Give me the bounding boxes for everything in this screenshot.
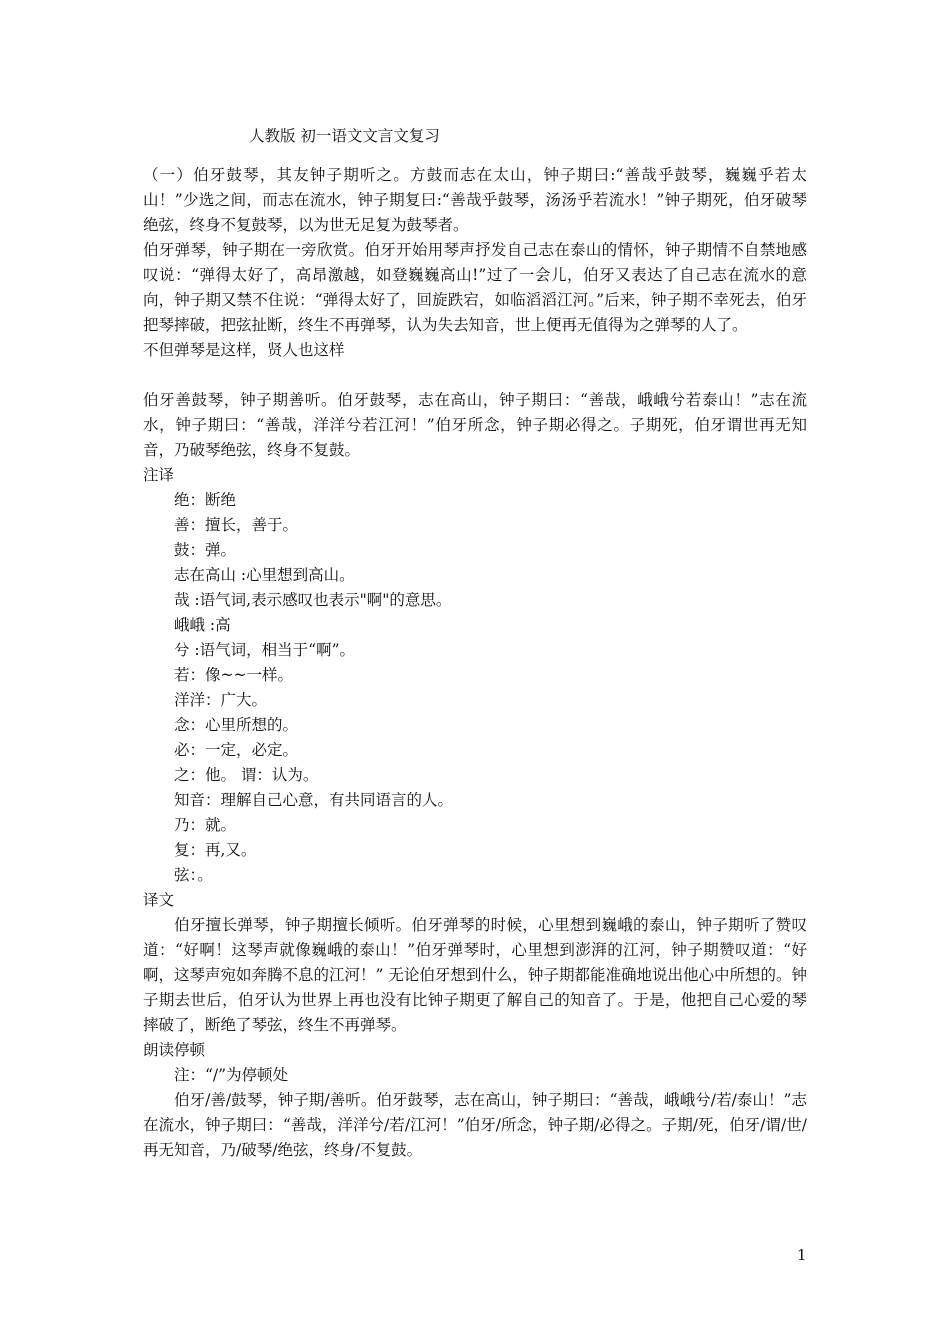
note-item: 兮 :语气词，相当于“啊”。 <box>174 641 355 659</box>
translation-heading: 译文 <box>143 891 175 909</box>
note-item: 善：擅长，善于。 <box>174 516 299 534</box>
note-item: 鼓：弹。 <box>174 541 237 559</box>
section1-remark: 不但弹琴是这样，贤人也这样 <box>143 341 345 359</box>
note-item: 乃：就。 <box>174 816 237 834</box>
note-item: 志在高山 :心里想到高山。 <box>174 566 355 584</box>
note-item: 弦：。 <box>174 866 213 884</box>
section2-original-text: 伯牙善鼓琴，钟子期善听。伯牙鼓琴，志在高山，钟子期曰：“善哉，峨峨兮若泰山！”志在流水，钟子期曰：“善哉，洋洋兮若江河！”伯牙所念，钟子期必得之。子期死，伯牙谓世再无知音，乃破琴绝弦，终身不复鼓。 <box>143 391 807 459</box>
document-body <box>143 124 807 1163</box>
note-item: 复：再,又。 <box>174 841 257 859</box>
note-item: 哉 :语气词,表示感叹也表示"啊"的意思。 <box>174 591 452 609</box>
note-item: 念：心里所想的。 <box>174 716 299 734</box>
note-item: 峨峨 :高 <box>174 616 231 634</box>
notes-heading: 注译 <box>143 466 175 484</box>
page-number: 1 <box>797 1246 807 1264</box>
note-item: 之：他。 谓：认为。 <box>174 766 319 784</box>
section1-original-text: （一）伯牙鼓琴，其友钟子期听之。方鼓而志在太山，钟子期曰:“善哉乎鼓琴，巍巍乎若太山！”少选之间，而志在流水，钟子期复曰:“善哉乎鼓琴，汤汤乎若流水！”钟子期死，伯牙破琴绝弦，终身不复鼓琴，以为世无足复为鼓琴者。 <box>143 166 807 234</box>
translation-text: 伯牙擅长弹琴，钟子期擅长倾听。伯牙弹琴的时候，心里想到巍峨的泰山，钟子期听了赞叹道：“好啊！这琴声就像巍峨的泰山！”伯牙弹琴时，心里想到澎湃的江河，钟子期赞叹道：“好啊，这琴声宛如奔腾不息的江河！” 无论伯牙想到什么，钟子期都能准确地说出他心中所想的。钟子期去世后，伯牙认为世界上再也没有比钟子期更了解自己的知音了。于是，他把自己心爱的琴摔破了，断绝了琴弦，终生不再弹琴。 <box>143 916 807 1034</box>
reading-note: 注：“/”为停顿处 <box>174 1066 289 1084</box>
blank-line <box>143 363 807 388</box>
note-item: 知音：理解自己心意，有共同语言的人。 <box>174 791 454 809</box>
section1-translation-text: 伯牙弹琴，钟子期在一旁欣赏。伯牙开始用琴声抒发自己志在泰山的情怀，钟子期情不自禁地感叹说：“弹得太好了，高昂激越，如登巍巍高山!”过了一会儿，伯牙又表达了自己志在流水的意向，钟子期又禁不住说：“弹得太好了，回旋跌宕，如临滔滔江河。”后来，钟子期不幸死去，伯牙把琴摔破，把弦扯断，终生不再弹琴，认为失去知音，世上便再无值得为之弹琴的人了。 <box>143 241 807 334</box>
document-title: 人教版 初一语文文言文复习 <box>249 127 440 145</box>
notes-list <box>143 488 807 888</box>
note-item: 绝：断绝 <box>174 491 237 509</box>
reading-pause-text: 伯牙/善/鼓琴，钟子期/善听。伯牙鼓琴，志在高山，钟子期曰：“善哉，峨峨兮/若/泰山！”志在流水，钟子期曰：“善哉，洋洋兮/若/江河！”伯牙/所念，钟子期/必得之。子期/死，伯牙/谓/世/再无知音，乃/破琴/绝弦，终身/不复鼓。 <box>143 1091 807 1159</box>
reading-heading: 朗读停顿 <box>143 1041 206 1059</box>
note-item: 洋洋：广大。 <box>174 691 268 709</box>
note-item: 必：一定，必定。 <box>174 741 299 759</box>
note-item: 若：像~~一样。 <box>174 666 293 684</box>
